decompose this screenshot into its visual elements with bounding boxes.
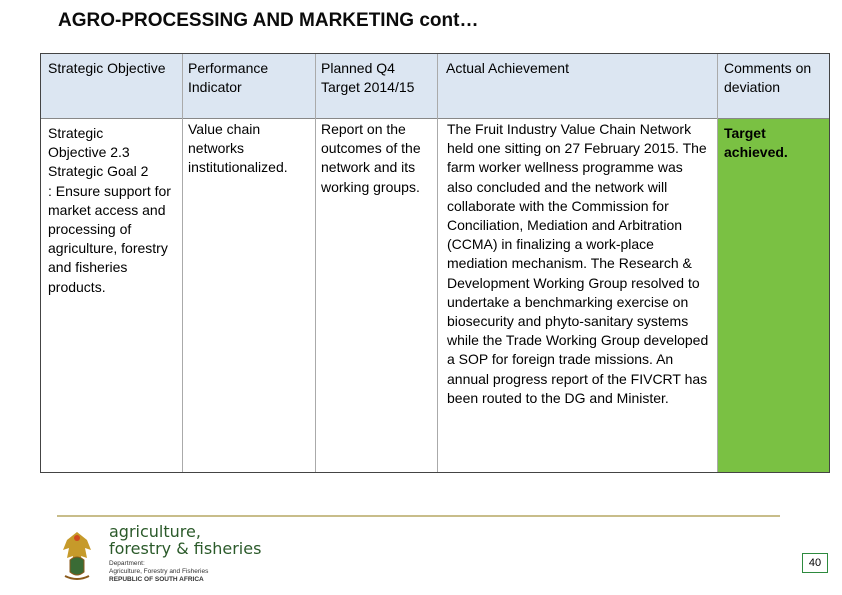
cell-performance-indicator: Value chain networks institutionalized. [188,121,288,176]
column-divider [717,54,718,472]
logo-country: REPUBLIC OF SOUTH AFRICA [109,576,204,583]
coat-of-arms-icon [57,530,97,582]
achievement-table [40,53,830,473]
header-strategic-objective: Strategic Objective [48,60,166,76]
header-actual-achievement: Actual Achievement [446,60,569,76]
footer-divider [57,515,780,517]
department-logo [57,522,262,588]
page-number: 40 [802,553,828,573]
cell-strategic-objective [48,124,182,297]
header-performance-indicator: Performance Indicator [188,60,269,95]
logo-text-line2: forestry & fisheries [109,539,262,558]
strategic-objective-line2: Objective 2.3 [48,144,130,161]
header-planned-target: Planned Q4 Target 2014/15 [321,60,415,95]
strategic-objective-rest: : Ensure support for market access and processing of agriculture, forestry and fisheries products. [48,182,171,295]
comments-highlight-cell [717,119,829,472]
page-title: AGRO-PROCESSING AND MARKETING cont… [58,10,479,31]
strategic-objective-line1: Strategic [48,125,104,141]
cell-comments: Target achieved. [724,125,788,161]
column-divider [437,54,438,472]
column-divider [182,54,183,472]
cell-actual-achievement: The Fruit Industry Value Chain Network held one sitting on 27 February 2015. The farm worker wellness programme was also concluded and the network will collaborate with the Commission for Conciliation, Mediation and Arbitration (CCMA) in finalizing a work-place mediation mechanism. The Research & Development Working Group resolved to undertake a benchmarking exercise on biosecurity and phyto-sanitary systems while the Trade Working Group developed a SOP for foreign trade missions. An annual progress report of the FIVCRT has been routed to the DG and Minister. [447,121,709,406]
logo-text-line1: agriculture, [109,522,201,541]
logo-department-name: Agriculture, Forestry and Fisheries [109,568,209,575]
strategic-objective-line3: Strategic Goal 2 [48,163,149,180]
header-comments: Comments on deviation [724,60,812,95]
logo-department-label: Department: [109,560,145,567]
column-divider [315,54,316,472]
cell-planned-target: Report on the outcomes of the network and its working groups. [321,121,421,195]
